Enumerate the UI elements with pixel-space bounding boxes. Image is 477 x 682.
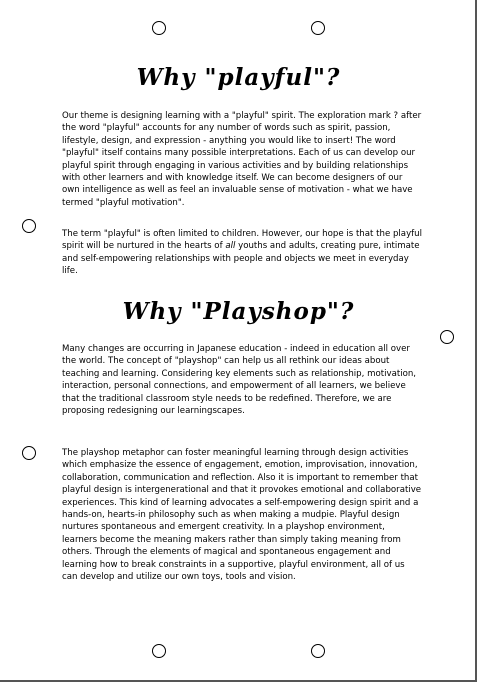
binder-hole-right-middle: [440, 330, 454, 344]
binder-hole-left-upper: [22, 219, 36, 233]
paragraph-playshop-metaphor: The playshop metaphor can foster meaningful learning through design activities which emphasize the essence of engagement, emotion, improvisation, innovation, collaboration, communication and reflection. Also it is important to remember that playful design is intergenerational and that it provokes emotional and collaborative experiences. This kind of learning advocates a self-empowering design spirit and a hands-on, hearts-in philosophy such as when making a mudpie. Playful design nurtures spontaneous and emergent creativity. In a playshop environment, learners become the meaning makers rather than simply taking meaning from others. Through the elements of magical and spontaneous engagement and learning how to break constraints in a supportive, playful environment, all of us can develop and utilize our own toys, tools and vision.: [62, 448, 422, 583]
heading-why-playful: Why "playful"?: [136, 64, 341, 91]
paragraph-playshop-changes: Many changes are occurring in Japanese education - indeed in education all over the world. The concept of "playshop" can help us all rethink our ideas about teaching and learning. Considering key elements such as relationship, motivation, interaction, personal connections, and empowerment of all learners, we believe that the traditional classroom style needs to be redefined. Therefore, we are proposing redesigning our learningscapes.: [62, 344, 417, 417]
binder-hole-bottom-right: [311, 644, 325, 658]
paragraph-playful-theme: Our theme is designing learning with a "playful" spirit. The exploration mark ? after the word "playful" accounts for any number of words such as spirit, passion, lifestyle, design, and expression - anything you would like to insert! The word "playful" itself contains many possible interpretations. Each of us can develop our playful spirit through engaging in various activities and by building relationships with other learners and with knowledge itself. We can become designers of our own intelligence as well as feel an invaluable sense of motivation - what we have termed "playful motivation".: [62, 111, 422, 208]
paragraph-playful-term: [62, 228, 422, 278]
binder-hole-bottom-left: [152, 644, 166, 658]
emphasis-all: all: [225, 241, 236, 252]
paragraph-playful-term-text-start: The term "playful" is often limited to children. However, our hope is that the playful spirit will be nurtured in the hearts of: [62, 229, 423, 252]
heading-why-playshop: Why "Playshop"?: [122, 298, 355, 325]
binder-hole-top-left: [152, 21, 166, 35]
binder-hole-left-lower: [22, 446, 36, 460]
binder-hole-top-right: [311, 21, 325, 35]
paragraph-playful-term-text-end: youths and adults, creating pure, intimate and self-empowering relationships with people and objects we meet in everyday life.: [62, 241, 420, 277]
